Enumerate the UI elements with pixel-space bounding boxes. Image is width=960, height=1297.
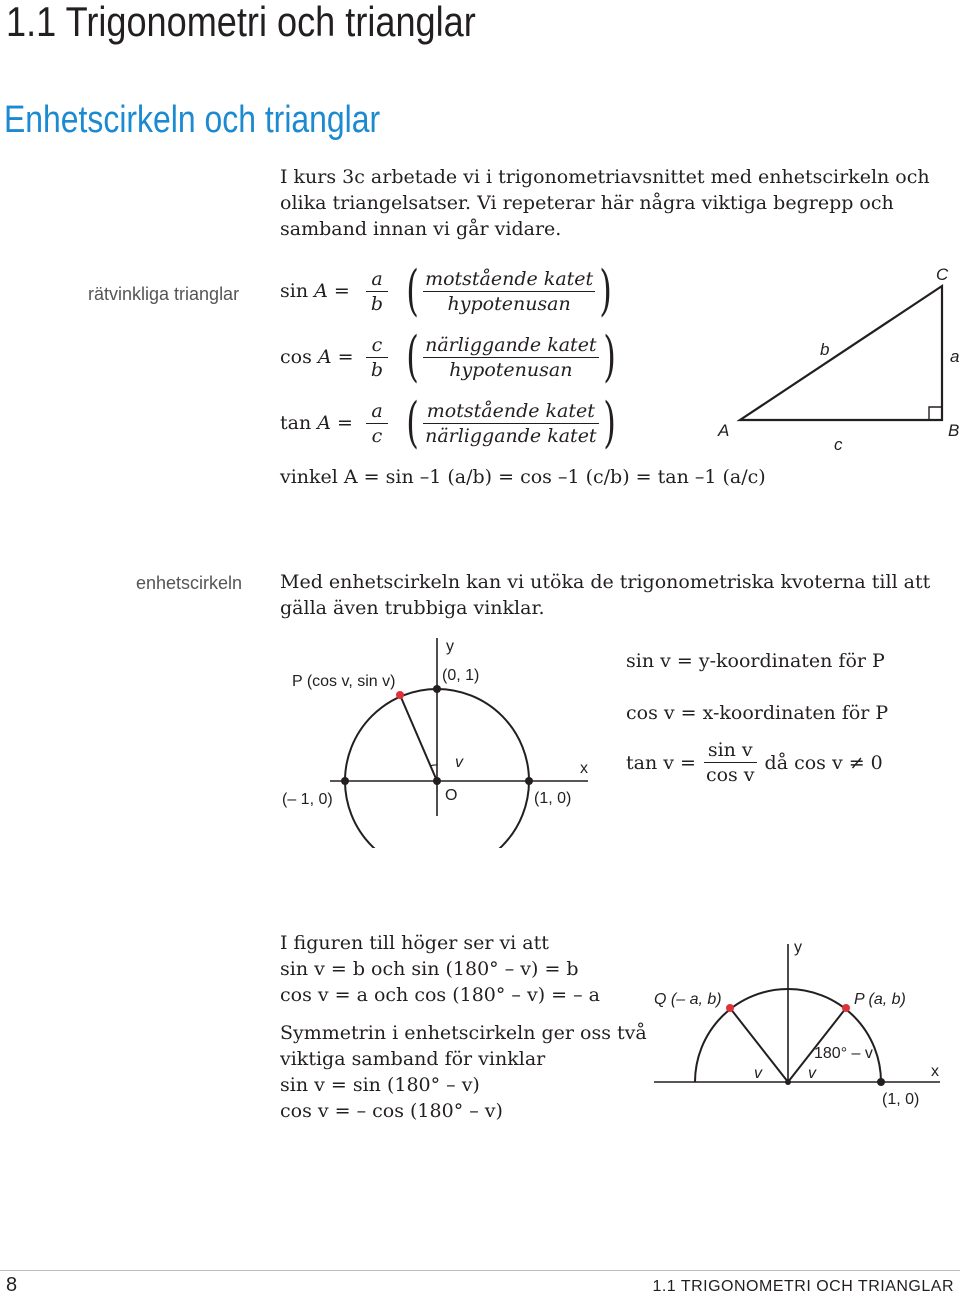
trig-lhs: sin A = (280, 280, 350, 302)
point-left (341, 777, 349, 785)
tan-lhs: tan v = (626, 751, 696, 774)
label-origin: O (445, 787, 458, 804)
intro-paragraph: I kurs 3c arbetade vi i trigonometriavsnittet med enhetscirkeln och olika triangelsatser. Vi repeterar här några viktiga begrepp och samband innan vi går vidare. (280, 166, 930, 240)
point-Q (726, 1004, 734, 1012)
running-footer-title: 1.1 TRIGONOMETRI OCH TRIANGLAR (652, 1278, 954, 1295)
point-origin (785, 1079, 791, 1085)
page-number: 8 (6, 1274, 18, 1296)
margin-label-unit-circle: enhetscirkeln (136, 573, 243, 593)
footer-rule (0, 1270, 960, 1271)
tan-denominator: cos v (705, 764, 755, 786)
chapter-title: 1.1 Trigonometri och trianglar (6, 0, 476, 45)
label-right: (1, 0) (882, 1091, 920, 1108)
symmetry-line: Symmetrin i enhetscirkeln ger oss två (280, 1022, 647, 1044)
trig-definitions (280, 259, 620, 462)
label-x: x (580, 760, 588, 777)
trig-word-fraction: ( $\frac{\text{motstående katet}}{\text{närliggande katet}}$ ) (406, 391, 616, 454)
label-y: y (794, 939, 802, 956)
symmetry-line: viktiga samband för vinklar (280, 1048, 546, 1070)
label-left: (– 1, 0) (282, 791, 333, 808)
semicircle-diagram (648, 930, 948, 1120)
vertex-label-B: B (948, 421, 960, 440)
label-supplementary: 180° – v (814, 1045, 873, 1062)
trig-row-cos (280, 325, 620, 388)
label-x: x (931, 1063, 939, 1080)
point-origin (433, 777, 441, 785)
symmetry-line: sin v = b och sin (180° – v) = b (280, 958, 579, 980)
side-label-c: c (834, 435, 843, 454)
label-v-left: v (754, 1065, 762, 1082)
trig-row-tan (280, 391, 620, 454)
symmetry-line: cos v = a och cos (180° – v) = – a (280, 984, 600, 1006)
label-top: (0, 1) (442, 667, 480, 684)
vertex-label-A: A (718, 421, 730, 440)
trig-fraction: $\frac{a}{c}$ (366, 399, 388, 448)
tan-condition: då cos v ≠ 0 (764, 751, 883, 774)
point-right (877, 1078, 885, 1086)
label-angle-v: v (455, 754, 463, 771)
tan-definition (626, 738, 883, 787)
cos-definition: cos v = x-koordinaten för P (626, 702, 889, 724)
tan-fraction (704, 738, 757, 787)
trig-word-fraction: ( $\frac{\text{närliggande katet}}{\text{hypotenusan}}$ ) (406, 325, 616, 388)
symmetry-text-1 (280, 930, 600, 1008)
point-P (842, 1004, 850, 1012)
label-P: P (a, b) (854, 991, 906, 1008)
section-title: Enhetscirkeln och trianglar (4, 99, 381, 141)
margin-label-right-triangles: rätvinkliga trianglar (88, 284, 240, 304)
side-label-a: a (950, 347, 960, 366)
symmetry-line: sin v = sin (180° – v) (280, 1074, 480, 1096)
label-P: P (cos v, sin v) (292, 673, 396, 690)
trig-lhs: cos A = (280, 346, 354, 368)
side-label-b: b (820, 340, 830, 359)
trig-row-sin (280, 259, 620, 322)
symmetry-text-2 (280, 1020, 647, 1124)
trig-word-fraction: ( $\frac{\text{motstående katet}}{\text{hypotenusan}}$ ) (406, 259, 613, 322)
label-v-right: v (808, 1065, 816, 1082)
radius-to-P (400, 695, 437, 781)
label-Q: Q (– a, b) (654, 991, 722, 1008)
label-right: (1, 0) (534, 790, 572, 807)
point-P (396, 691, 404, 699)
trig-fraction: $\frac{a}{b}$ (366, 267, 388, 316)
sin-definition: sin v = y-koordinaten för P (626, 650, 885, 672)
unit-circle-diagram (270, 628, 600, 848)
vertex-label-C: C (936, 265, 949, 284)
trig-lhs: tan A = (280, 412, 353, 434)
right-triangle-diagram (700, 258, 960, 458)
symmetry-line: I figuren till höger ser vi att (280, 932, 549, 954)
tan-numerator: sin v (704, 738, 757, 763)
symmetry-line: cos v = – cos (180° – v) (280, 1100, 503, 1122)
trig-fraction: $\frac{c}{b}$ (366, 333, 388, 382)
label-y: y (446, 638, 454, 655)
point-right (525, 777, 533, 785)
unit-circle-intro: Med enhetscirkeln kan vi utöka de trigonometriska kvoterna till att gälla även trubbiga vinklar. (280, 571, 931, 619)
inverse-angle-line: vinkel A = sin –1 (a/b) = cos –1 (c/b) = tan –1 (a/c) (280, 466, 766, 488)
point-top (433, 685, 441, 693)
